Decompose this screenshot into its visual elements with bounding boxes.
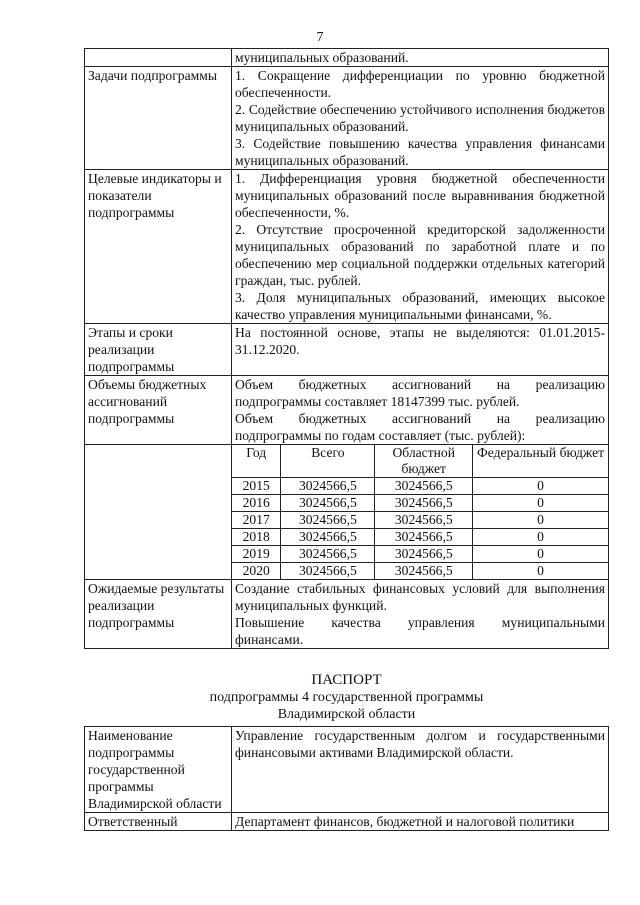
indicators-label: Целевые индикаторы и показатели подпрограммы — [85, 170, 232, 324]
total-cell: 3024566,5 — [281, 529, 375, 546]
table-row — [85, 67, 609, 170]
passport-subtitle: подпрограммы 4 государственной программы — [209, 690, 484, 705]
tasks-cell — [232, 67, 609, 170]
responsible-label: Ответственный — [85, 813, 232, 831]
years-header-row — [232, 445, 608, 478]
indicator-item: 1. Дифференциация уровня бюджетной обеспеченности муниципальных образований после выравнивания бюджетной обеспеченности, %. — [235, 171, 605, 220]
table-row — [85, 813, 609, 831]
year-cell: 2020 — [232, 563, 281, 580]
column-header: Федеральный бюджет — [473, 445, 608, 478]
table-row — [85, 324, 609, 376]
budget-text-total: Объем бюджетных ассигнований на реализацию подпрограммы составляет 18147399 тыс. рублей. — [235, 377, 605, 409]
passport-region: Владимирской области — [277, 707, 416, 722]
federal-cell: 0 — [473, 529, 608, 546]
table-row — [85, 170, 609, 324]
column-header: Всего — [281, 445, 375, 478]
table-row — [232, 478, 608, 495]
indicators-cell — [232, 170, 609, 324]
regional-cell: 3024566,5 — [375, 512, 473, 529]
task-item: 2. Содействие обеспечению устойчивого исполнения бюджетов муниципальных образований. — [235, 102, 605, 134]
table-row — [85, 580, 609, 649]
continuation-text: муниципальных образований. — [235, 50, 409, 65]
total-cell: 3024566,5 — [281, 478, 375, 495]
total-cell: 3024566,5 — [281, 546, 375, 563]
responsible-cell — [232, 813, 609, 831]
table-row — [232, 495, 608, 512]
stages-cell — [232, 324, 609, 376]
continuation-cell — [232, 49, 609, 67]
regional-cell: 3024566,5 — [375, 563, 473, 580]
budget-by-year-table — [232, 445, 608, 579]
federal-cell: 0 — [473, 478, 608, 495]
year-cell: 2016 — [232, 495, 281, 512]
subprogram-4-passport-table — [84, 726, 609, 831]
total-cell: 3024566,5 — [281, 563, 375, 580]
table-row — [232, 512, 608, 529]
label-cell — [85, 445, 232, 580]
subprogram-passport-table — [84, 48, 609, 649]
budget-cell — [232, 376, 609, 445]
federal-cell: 0 — [473, 546, 608, 563]
subprogram-name-text: Управление государственным долгом и государственными финансовыми активами Владимирской области. — [235, 728, 605, 760]
table-row — [85, 445, 609, 580]
federal-cell: 0 — [473, 563, 608, 580]
column-header: Областной бюджет — [375, 445, 473, 478]
budget-text-by-year: Объем бюджетных ассигнований на реализацию подпрограммы по годам составляет (тыс. рублей): — [235, 411, 605, 443]
regional-cell: 3024566,5 — [375, 495, 473, 512]
year-cell: 2015 — [232, 478, 281, 495]
name-label: Наименование подпрограммы государственной программы Владимирской области — [85, 727, 232, 813]
table-row — [85, 49, 609, 67]
indicator-item: 2. Отсутствие просроченной кредиторской задолженности муниципальных образований по заработной плате и по обеспечению мер социальной поддержки отдельных категорий граждан, тыс. рублей. — [235, 222, 605, 288]
total-cell: 3024566,5 — [281, 495, 375, 512]
table-row — [85, 727, 609, 813]
column-header: Год — [232, 445, 281, 478]
federal-cell: 0 — [473, 495, 608, 512]
regional-cell: 3024566,5 — [375, 546, 473, 563]
table-row — [232, 563, 608, 580]
federal-cell: 0 — [473, 512, 608, 529]
year-cell: 2018 — [232, 529, 281, 546]
budget-label: Объемы бюджетных ассигнований подпрограммы — [85, 376, 232, 445]
table-row — [85, 376, 609, 445]
table-row — [232, 546, 608, 563]
task-item: 1. Сокращение дифференциации по уровню бюджетной обеспеченности. — [235, 68, 605, 100]
result-item: Создание стабильных финансовых условий для выполнения муниципальных функций. — [235, 581, 605, 613]
results-cell — [232, 580, 609, 649]
passport-title: ПАСПОРТ — [311, 672, 382, 688]
year-cell: 2017 — [232, 512, 281, 529]
tasks-label: Задачи подпрограммы — [85, 67, 232, 170]
task-item: 3. Содействие повышению качества управления финансами муниципальных образований. — [235, 136, 605, 168]
regional-cell: 3024566,5 — [375, 529, 473, 546]
stages-label: Этапы и сроки реализации подпрограммы — [85, 324, 232, 376]
year-cell: 2019 — [232, 546, 281, 563]
label-cell — [85, 49, 232, 67]
result-item: Повышение качества управления муниципальными финансами. — [235, 615, 605, 647]
budget-years-cell — [232, 445, 609, 580]
results-label: Ожидаемые результаты реализации подпрограммы — [85, 580, 232, 649]
name-cell — [232, 727, 609, 813]
responsible-text: Департамент финансов, бюджетной и налоговой политики — [235, 814, 575, 829]
stages-text: На постоянной основе, этапы не выделяются: 01.01.2015-31.12.2020. — [235, 325, 605, 357]
total-cell: 3024566,5 — [281, 512, 375, 529]
indicator-item: 3. Доля муниципальных образований, имеющих высокое качество управления муниципальными финансами, %. — [235, 290, 605, 322]
page-number: 7 — [316, 30, 324, 45]
table-row — [232, 529, 608, 546]
regional-cell: 3024566,5 — [375, 478, 473, 495]
